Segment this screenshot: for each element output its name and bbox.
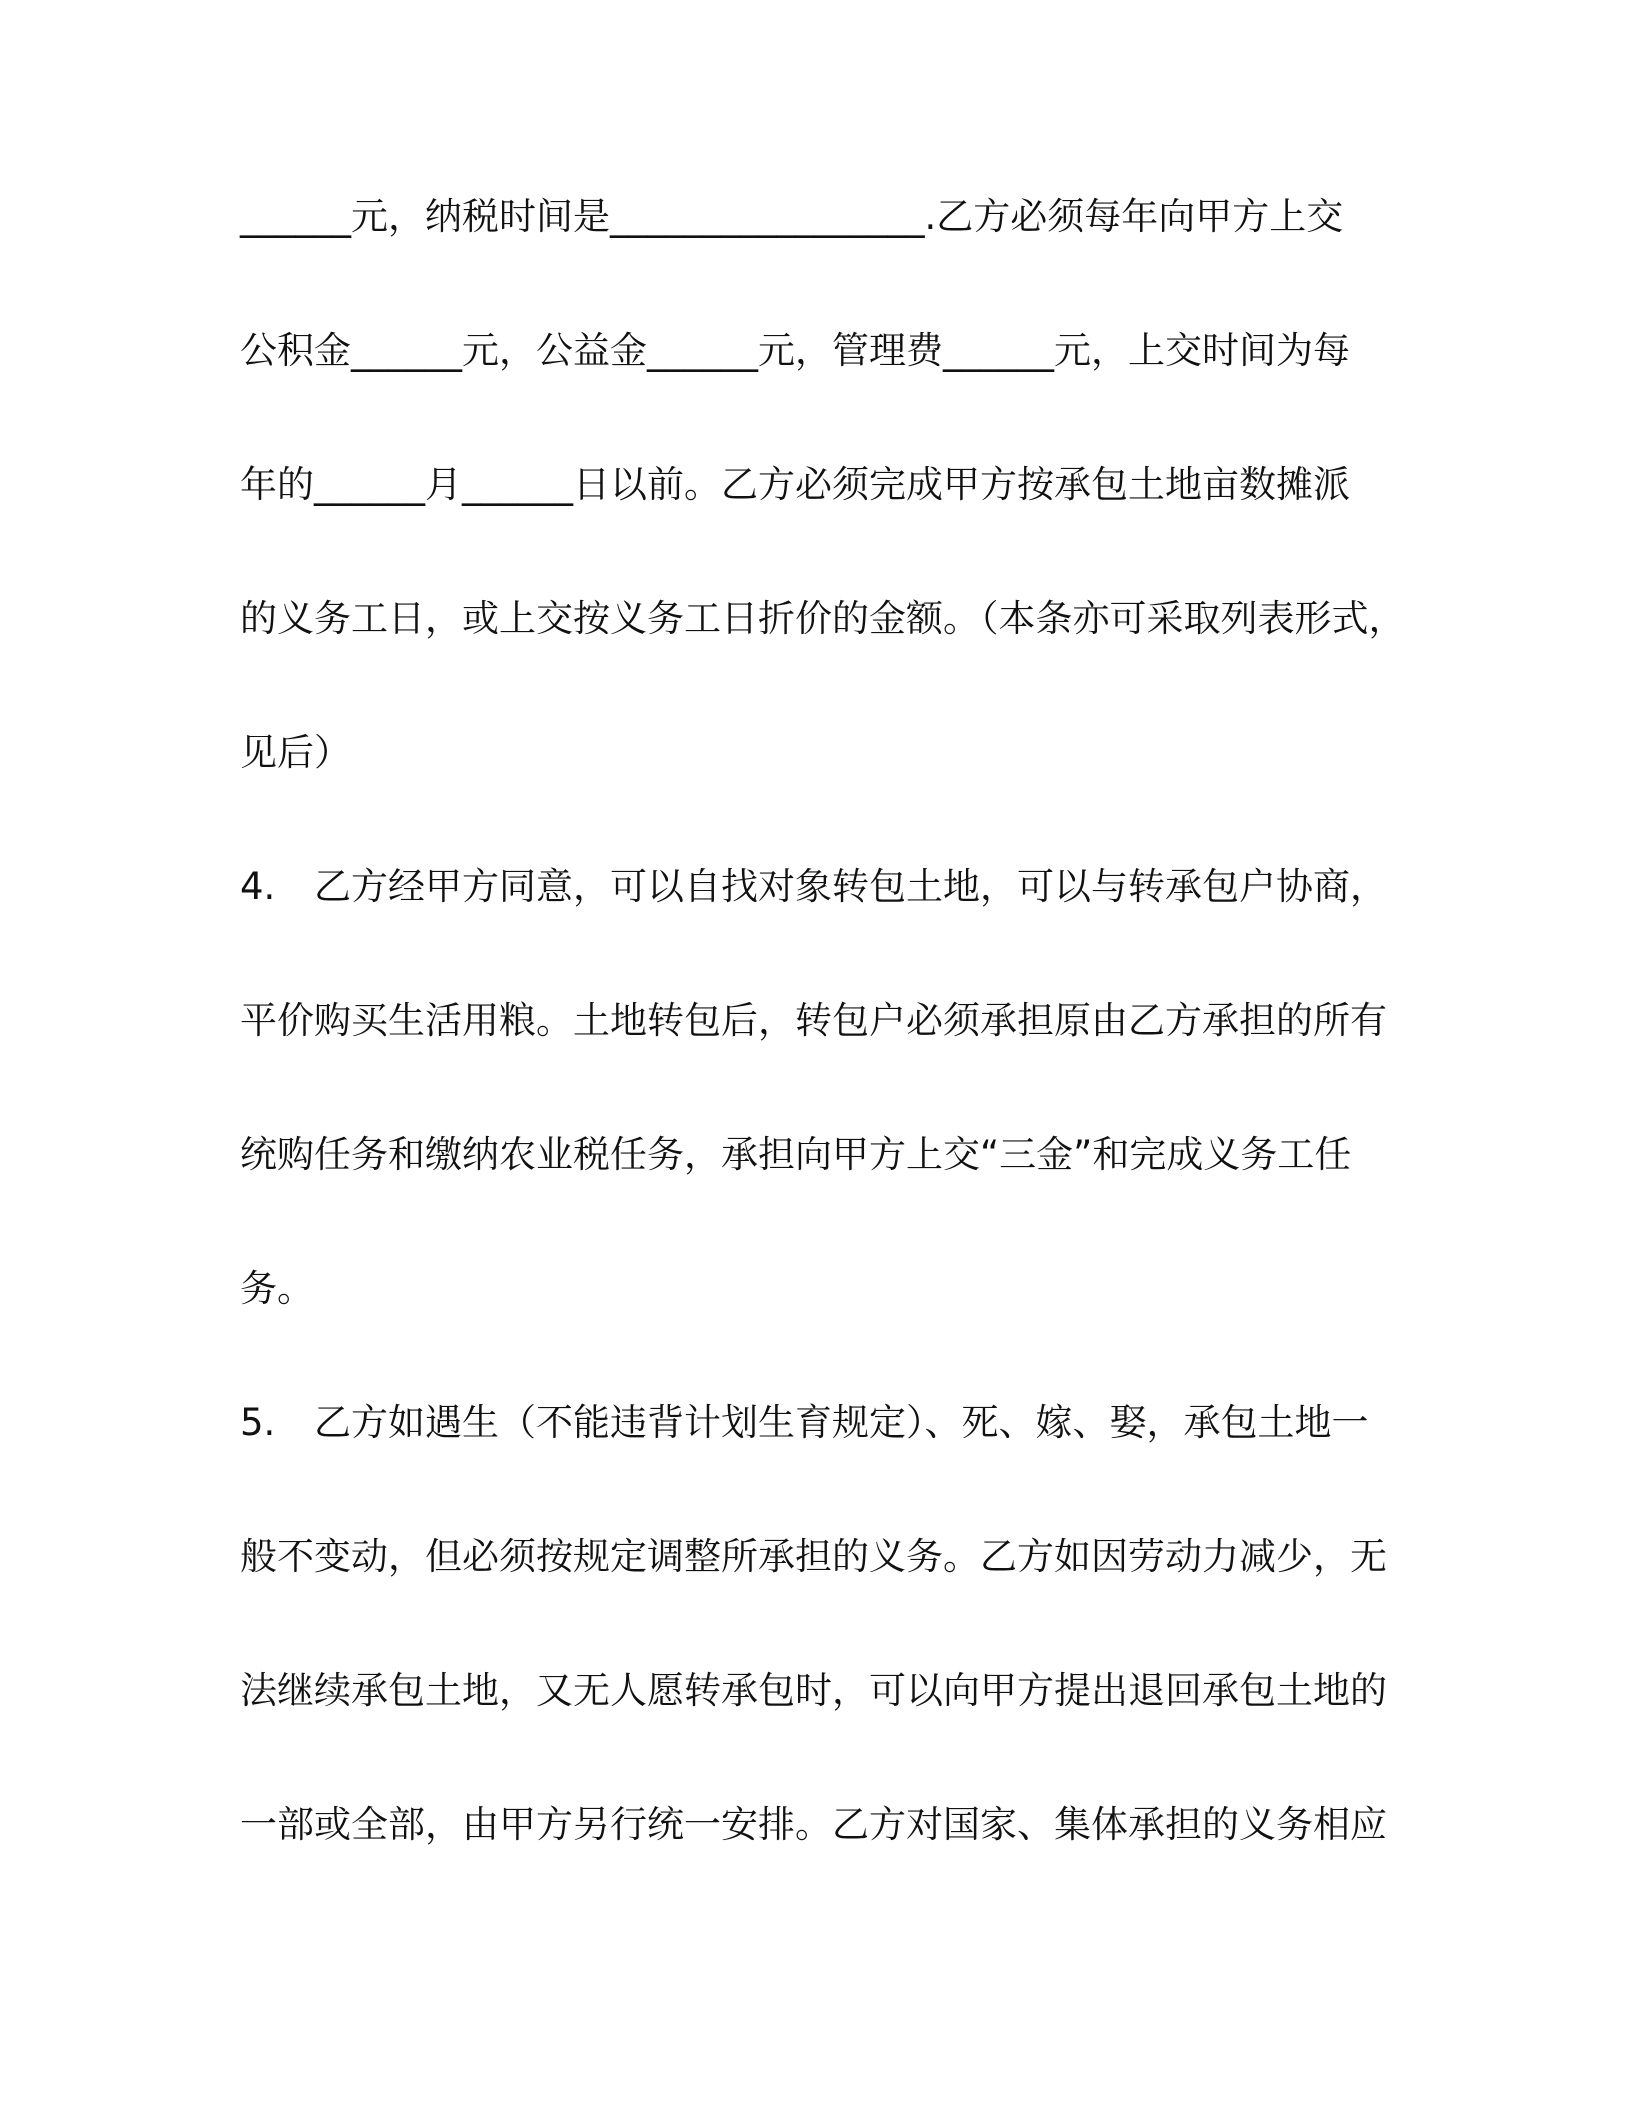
text-line-11: 般不变动，但必须按规定调整所承担的义务。乙方如因劳动力减少，无: [240, 1535, 1387, 1578]
text-line-1: ______元，纳税时间是_________________.乙方必须每年向甲方上交: [240, 195, 1344, 238]
text-line-3: 年的______月______日以前。乙方必须完成甲方按承包土地亩数摊派: [240, 463, 1350, 506]
item-4-number: 4.: [240, 865, 276, 908]
item-4-text: 乙方经甲方同意，可以自找对象转包土地，可以与转承包户协商，: [314, 865, 1387, 908]
text-line-7: 平价购买生活用粮。土地转包后，转包户必须承担原由乙方承担的所有: [240, 999, 1387, 1042]
text-line-2: 公积金______元，公益金______元，管理费______元，上交时间为每: [240, 329, 1350, 372]
item-4-first-line: [240, 857, 1387, 917]
text-line-9: 务。: [240, 1267, 314, 1310]
text-line-13: 一部或全部，由甲方另行统一安排。乙方对国家、集体承担的义务相应: [240, 1803, 1387, 1846]
item-5-text: 乙方如遇生（不能违背计划生育规定）、死、嫁、娶，承包土地一: [314, 1401, 1369, 1444]
item-5-number: 5.: [240, 1401, 276, 1444]
text-line-12: 法继续承包土地，又无人愿转承包时，可以向甲方提出退回承包土地的: [240, 1669, 1387, 1712]
text-line-8: 统购任务和缴纳农业税任务，承担向甲方上交“三金”和完成义务工任: [240, 1133, 1352, 1176]
item-5-first-line: [240, 1393, 1380, 1453]
text-line-4: 的义务工日，或上交按义务工日折价的金额。（本条亦可采取列表形式，: [240, 597, 1406, 640]
text-line-5: 见后）: [240, 731, 351, 774]
